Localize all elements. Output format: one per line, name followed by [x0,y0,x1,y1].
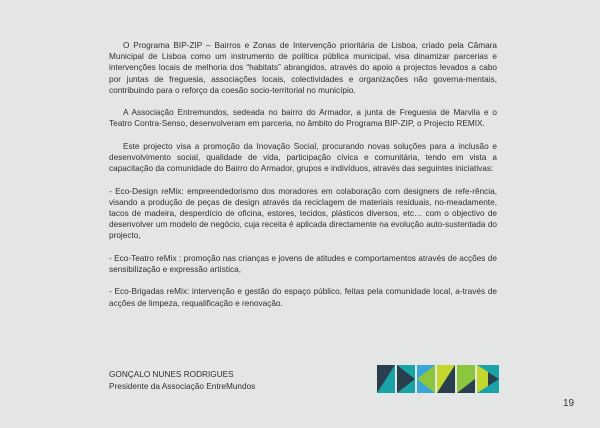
signature-role: Presidente da Associação EntreMundos [109,381,256,391]
paragraph-eco-design: - Eco-Design reMix: empreendedorismo dos moradores em colaboração com designers de refe-rência, visando a produção de peças de design através da reciclagem de materiais residuais, no-meadamente, tacos de madeira, desperdício de oficina, estores, tecidos, plásticos diversos, etc… com o objectivo de desenvolver um modelo de negócio, cuja receita é aplicada directamente na evolução auto-sustentada do projecto, [109,186,497,241]
signature-name: GONÇALO NUNES RODRIGUES [109,370,234,379]
paragraph-project-goals: Este projecto visa a promoção da Inovação Social, procurando novas soluções para a inclusão e desenvolvimento social, qualidade de vida, participação cívica e comunitária, tendo em vista a capacitação da comunidade do Bairro do Armador, grupos e indivíduos, através das seguintes iniciativas: [109,141,497,174]
paragraph-bip-zip: O Programa BIP-ZIP – Bairros e Zonas de Intervenção prioritária de Lisboa, criado pela Câmara Municipal de Lisboa como um instrumento de política pública municipal, visa dinamizar parcerias e intervenções locais de melhoria dos “habitats” abrangidos, através do apoio a projectos levados a cabo por juntas de freguesia, associações locais, colectividades e organizações não governa-mentais, contribuindo para o reforço da coesão socio-territorial no município. [109,41,497,95]
paragraph-eco-teatro: - Eco-Teatro reMix : promoção nas crianças e jovens de atitudes e comportamentos através de acções de sensibilização e expressão artística, [109,253,497,274]
body-text [109,40,497,320]
page-number: 19 [563,398,575,409]
paragraph-eco-brigadas: - Eco-Brigadas reMix: intervenção e gestão do espaço público, feitas pela comunidade local, a-través de acções de limpeza, requalificação e renovação. [109,287,497,308]
remix-logo [377,362,499,396]
paragraph-entremundos: A Associação Entremundos, sedeada no bairro do Armador, a junta de Freguesia de Marvila e o Teatro Contra-Senso, desenvolveram em parceria, no âmbito do Programa BIP-ZIP, o Projecto REMIX. [109,108,497,129]
